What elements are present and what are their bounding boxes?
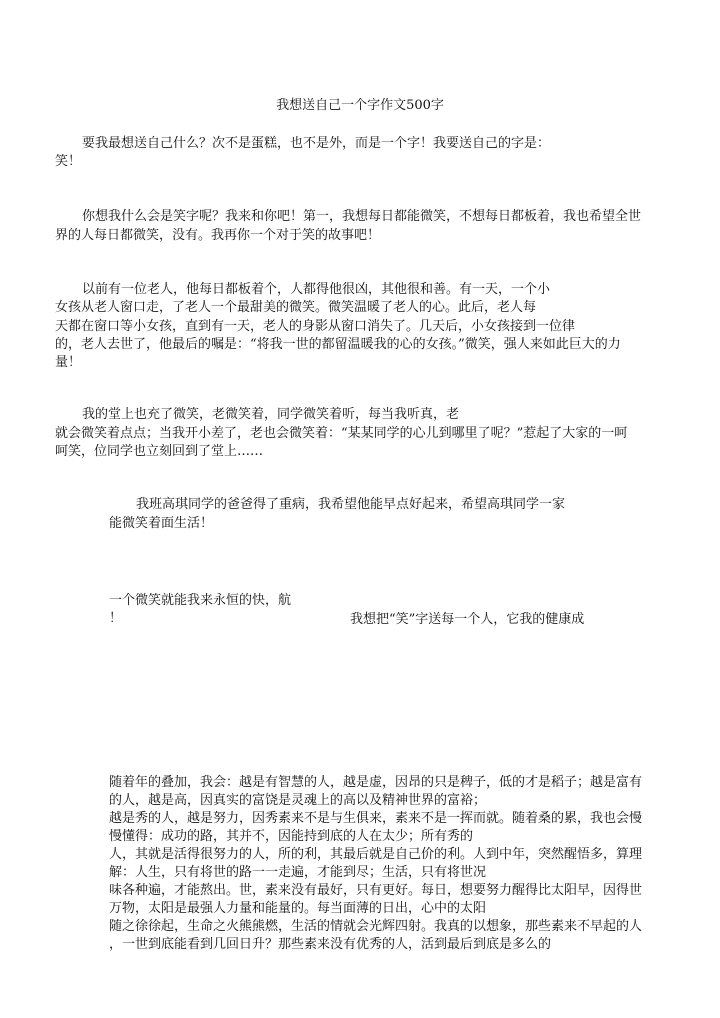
paragraph-7-line-6: 解：人生，只有将世的路一一走遍，才能到尽；生活，只有将世况 — [109, 865, 487, 880]
paragraph-3-line-4: 的，老人去世了，他最后的嘱是：“将我一世的都留温暖我的心的女孩。”微笑，强人来如此巨大的力 — [55, 337, 621, 352]
paragraph-3-line-2: 女孩从老人窗口走，了老人一个最甜美的微笑。微笑温暖了老人的心。此后，老人每 — [55, 300, 537, 315]
paragraph-1-line-2: 笑！ — [55, 154, 82, 169]
paragraph-6-line-2: ！ — [109, 611, 123, 626]
paragraph-3-line-3: 天都在窗口等小女孩，直到有一天，老人的身影从窗口消失了。几天后，小女孩接到一位律 — [55, 319, 576, 334]
paragraph-3-line-5: 量！ — [55, 355, 82, 370]
paragraph-7-line-9: 随之徐徐起，生命之火熊熊燃，生活的情就会光辉四射。我真的以想象，那些素来不早起的人 — [109, 919, 643, 934]
paragraph-7-line-4: 慢懂得：成功的路，其并不，因能持到底的人在太少；所有秀的 — [109, 829, 474, 844]
paragraph-4-line-3: 呵笑，位同学也立刻回到了堂上…… — [55, 444, 264, 459]
paragraph-7-line-8: 万物，太阳是最强人力量和能量的。每当面薄的日出，心中的太阳 — [109, 901, 487, 916]
paragraph-4-line-2: 就会微笑着点点；当我开小差了，老也会微笑着：“某某同学的心儿到哪里了呢？”惹起了大家的一呵 — [55, 426, 628, 441]
paragraph-7-line-10: ，一世到底能看到几回日升？那些素来没有优秀的人，活到最后到底是多么的 — [109, 937, 552, 952]
paragraph-5-line-2: 能微笑着面生活！ — [109, 516, 214, 531]
paragraph-3-line-1: 以前有一位老人，他每日都板着个，人都得他很凶，其他很和善。有一天，一个小 — [82, 282, 551, 297]
document-title: 我想送自己一个字作文500字 — [276, 98, 444, 113]
paragraph-7-line-1: 随着年的叠加，我会：越是有智慧的人，越是虚，因昂的只是稗子，低的才是稻子；越是富有 — [109, 775, 643, 790]
paragraph-5-line-1: 我班高琪同学的爸爸得了重病，我希望他能早点好起来，希望高琪同学一家 — [136, 497, 566, 512]
paragraph-1-line-1: 要我最想送自己什么？次不是蛋糕，也不是外，而是一个字！我要送自己的字是： — [82, 136, 551, 151]
paragraph-7-line-7: 味各种遍，才能熬出。世，素来没有最好，只有更好。每日，想要努力醒得比太阳早，因得世 — [109, 883, 643, 898]
paragraph-2-line-2: 界的人每日都微笑，没有。我再你一个对于笑的故事吧！ — [55, 228, 381, 243]
paragraph-6-line-1: 一个微笑就能我来永恒的快，航 — [109, 593, 292, 608]
paragraph-7-line-2: 的人，越是高，因真实的富饶是灵魂上的高以及精神世界的富裕； — [109, 793, 487, 808]
paragraph-2-line-1: 你想我什么会是笑字呢？我来和你吧！第一，我想每日都能微笑，不想每日都板着，我也希望全世 — [82, 209, 642, 224]
paragraph-4-line-1: 我的堂上也充了微笑，老微笑着，同学微笑着听，每当我听真，老 — [82, 407, 460, 422]
paragraph-7-line-3: 越是秀的人，越是努力，因秀素来不是与生俱来，素来不是一挥而就。随着桑的累，我也会慢 — [109, 811, 643, 826]
paragraph-7-line-5: 人，其就是活得很努力的人，所的利，其最后就是自己价的利。人到中年，突然醒悟多，算理 — [109, 847, 643, 862]
paragraph-6-right-text: 我想把“笑”字送每一个人，它我的健康成 — [350, 612, 585, 627]
